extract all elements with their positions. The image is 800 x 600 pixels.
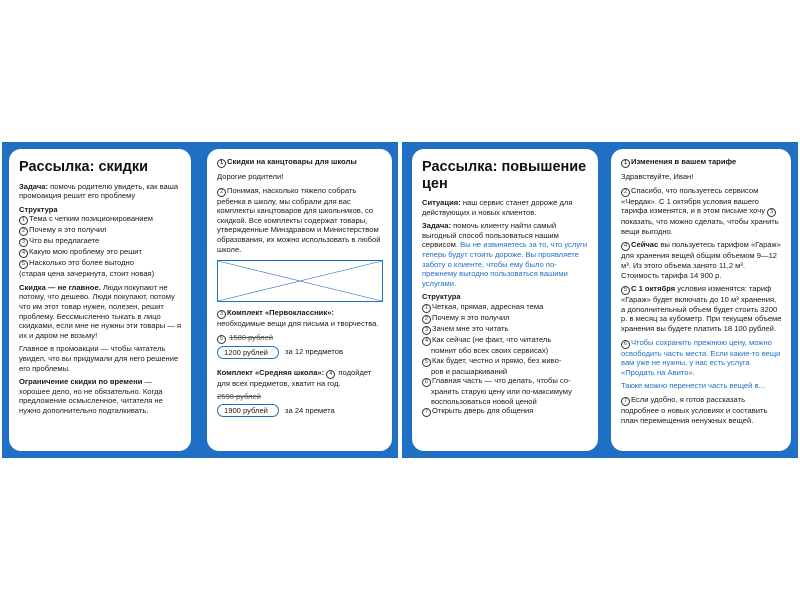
- kit1-description: 3 Комплект «Первоклассник»: необходимые вещи для письма и творчества.: [217, 308, 379, 329]
- number-badge: 3: [767, 208, 776, 217]
- email-solution-alt: Также можно перенести часть вещей в...: [621, 381, 765, 391]
- structure-item: 2 Почему я это получил: [422, 313, 589, 324]
- structure-item: 4 Какую мою проблему это решит: [19, 247, 182, 258]
- number-badge: 3: [19, 238, 28, 247]
- number-badge: 2: [621, 188, 630, 197]
- structure-item-cont: ров и расшаркиваний: [431, 366, 508, 376]
- structure-item: 2 Почему я это получил: [19, 225, 182, 236]
- number-badge: 1: [422, 304, 431, 313]
- email-subject: 1 Изменения в вашем тарифе: [621, 157, 782, 168]
- number-badge: 4: [621, 242, 630, 251]
- number-badge: 4: [19, 249, 28, 258]
- number-badge: 3: [422, 326, 431, 335]
- structure-item: 3 Что вы предлагаете: [19, 236, 182, 247]
- price-increase-newsletter-card: [412, 149, 598, 451]
- number-badge: 2: [217, 188, 226, 197]
- structure-item: 7 Открыть дверь для общения: [422, 406, 589, 417]
- old-price: 1580 рублей: [229, 332, 274, 342]
- structure-heading: Структура: [19, 204, 58, 214]
- structure-item: 5 Как будет, честно и прямо, без живо-: [422, 356, 589, 367]
- number-badge: 2: [422, 315, 431, 324]
- situation-paragraph: Ситуация: наш сервис станет дороже для действующих и новых клиентов.: [422, 198, 573, 217]
- email-greeting: Здравствуйте, Иван!: [621, 172, 694, 181]
- new-price: 1200 рублей: [217, 346, 279, 359]
- structure-item: 3 Зачем мне это читать: [422, 324, 589, 335]
- structure-heading: Структура: [422, 292, 461, 302]
- kit1-old-price-row: [217, 333, 383, 344]
- structure-item-cont: помнит обо всех своих сервисах): [431, 345, 549, 355]
- email-intro: 2 Спасибо, что пользуетесь сервисом «Чердак». С 1 октября условия вашего тарифа изменятся, и в этом письме хочу 3показать, что можно сделать, чтобы хранить вещи выгодно.: [621, 185, 779, 236]
- structure-item: 1 Четкая, прямая, адресная тема: [422, 302, 589, 313]
- number-badge: 5: [422, 358, 431, 367]
- number-badge: 3: [217, 310, 226, 319]
- main-paragraph: Главное в промоакции — чтобы читатель увидел, что вы придумали для него решение его проблемы.: [19, 344, 179, 373]
- number-badge: 6: [621, 340, 630, 349]
- old-price: 2590 рублей: [217, 392, 261, 402]
- card-title: Рассылка: повышение цен: [422, 159, 587, 192]
- email-future: 5 С 1 октября условия изменятся: тариф «Гараж» будет включать до 10 м³ хранения, а дополнительный объем будет стоить 3200 р. в месяц за кубометр. При текущем объеме хранения вы будете платить 18 100 рублей.: [621, 284, 782, 333]
- structure-item: 1 Тема с четким позиционированием: [19, 214, 182, 225]
- image-placeholder: [217, 260, 383, 302]
- email-closing: 7 Если удобно, я готов рассказать подробнее о новых условиях и составить план перемещения ненужных вещей.: [621, 394, 768, 425]
- structure-item-note: (старая цена зачеркнута, стоит новая): [19, 269, 155, 279]
- structure-item-cont: хранить старую цену или по-максимуму воспользоваться новой ценой: [431, 387, 572, 406]
- number-badge: 4: [326, 370, 335, 379]
- email-greeting: Дорогие родители!: [217, 172, 284, 181]
- number-badge: 5: [621, 286, 630, 295]
- task-paragraph: Задача: помочь клиенту найти самый выгодный способ пользоваться нашим сервисом. Вы не извиняетесь за то, что услуги теперь будут стоить дороже. Вы проявляете заботу о клиенте, чтобы ему было по-прежнему выгодно пользоваться вашими услугами.: [422, 221, 588, 288]
- discount-example-email-card: [207, 149, 392, 451]
- price-note: за 24 премета: [285, 405, 335, 415]
- number-badge: 6: [422, 378, 431, 387]
- kit2-price-row: [217, 404, 383, 417]
- email-body: 2 Понимая, насколько тяжело собрать ребенка в школу, мы собрали для вас комплекты канцтоваров для школьников, со скидкой. Все комплекты содержат товары, утвержденные Минздравом и Министерством образования, их можно использовать в любой школе.: [217, 185, 381, 254]
- email-current: 4 Сейчас вы пользуетесь тарифом «Гараж» для хранения вещей общим объемом 9—12 м³. Из этого объема занято 11,2 м³. Стоимость тарифа 14 900 р.: [621, 240, 781, 280]
- number-badge: 1: [19, 216, 28, 225]
- number-badge: 1: [217, 159, 226, 168]
- number-badge: 4: [422, 337, 431, 346]
- kit2-description: Комплект «Средняя школа»: 4 подойдет для всех предметов, хватит на год.: [217, 367, 372, 388]
- structure-item: 4 Как сейчас (не факт, что читатель: [422, 335, 589, 346]
- email-subject: 1 Скидки на канцтовары для школы: [217, 157, 383, 168]
- task-paragraph: Задача: помочь родителю увидеть, как ваша промоакция решит его проблему: [19, 181, 179, 201]
- discount-paragraph: Скидка — не главное. Люди покупают не потому, что дешево. Люди покупают, потому что им этот товар нужен, полезен, решит проблему. Бессмысленно тыкать в лицо скидками, если мне не нужны эти товары — я их и даром не возьму!: [19, 282, 182, 340]
- number-badge: 1: [621, 159, 630, 168]
- number-badge: 5: [217, 335, 226, 344]
- placeholder-cross-icon: [218, 261, 382, 301]
- discount-newsletter-card: [9, 149, 191, 451]
- structure-item: 5 Насколько это более выгодно: [19, 258, 182, 269]
- price-note: за 12 предметов: [285, 347, 344, 357]
- limit-paragraph: Ограничение скидки по времени — хорошее дело, но не обязательно. Когда предложение осмысленное, читателя не нужно дополнительно подталкивать.: [19, 377, 163, 415]
- number-badge: 7: [422, 408, 431, 417]
- number-badge: 7: [621, 397, 630, 406]
- new-price: 1900 рублей: [217, 404, 279, 417]
- number-badge: 2: [19, 227, 28, 236]
- card-title: Рассылка: скидки: [19, 159, 149, 175]
- number-badge: 5: [19, 260, 28, 269]
- kit1-price-row: [217, 346, 383, 359]
- email-solution: 6 Чтобы сохранить прежнюю цену, можно освободить часть места. Если какие-то вещи вам уже не нужны, у нас есть услуга «Продать на Авито».: [621, 337, 781, 377]
- price-increase-example-email-card: [611, 149, 791, 451]
- structure-item: 6 Главная часть — что делать, чтобы со-: [422, 376, 589, 387]
